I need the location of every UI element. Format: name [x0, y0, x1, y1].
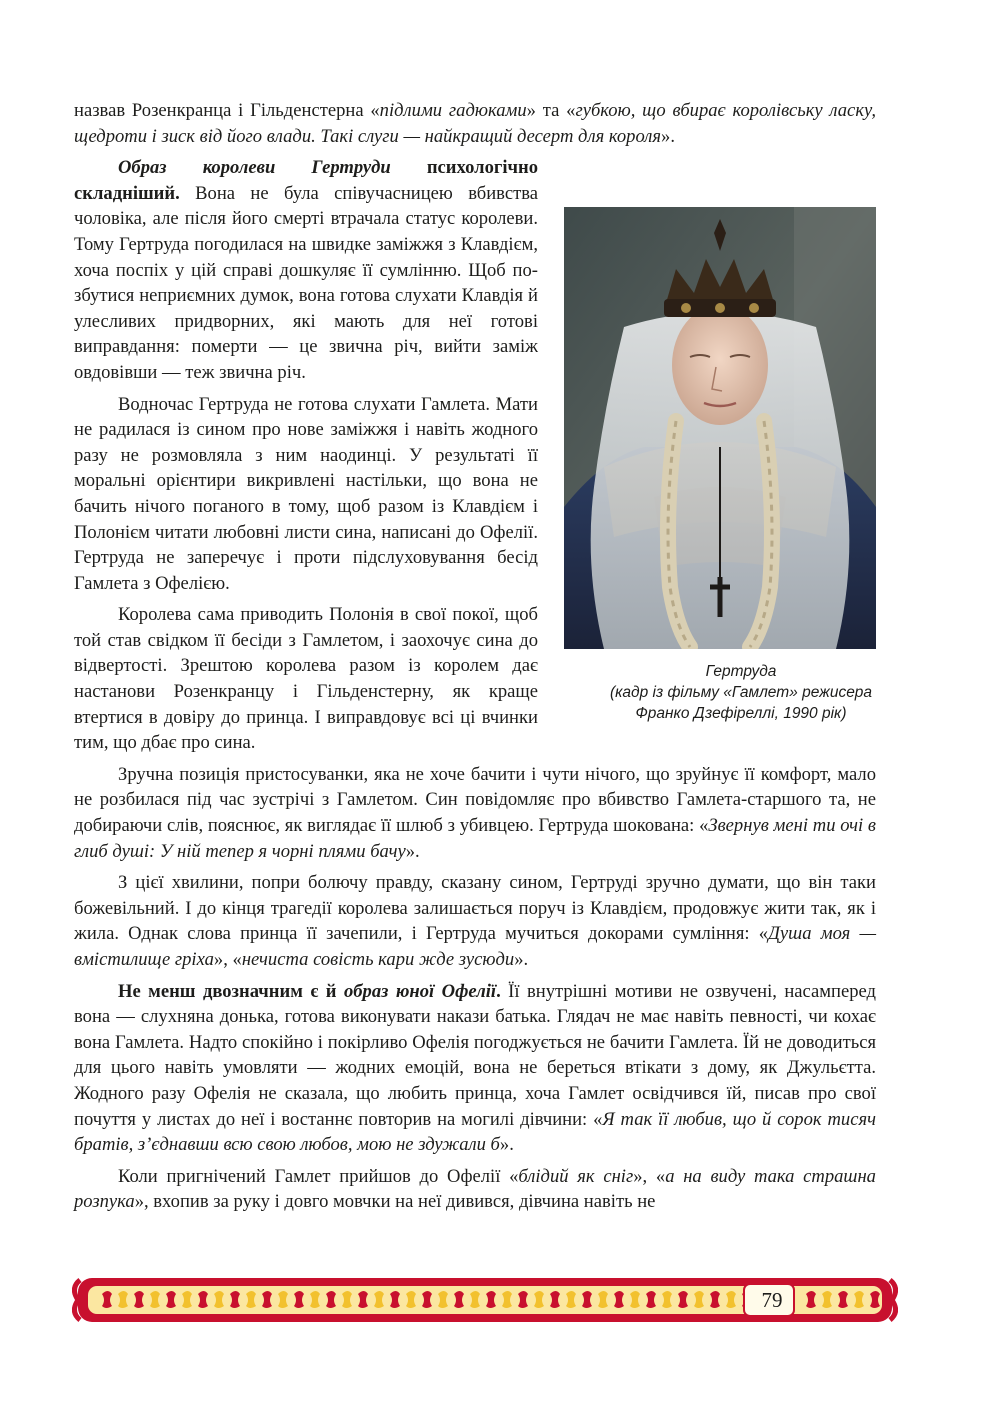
paragraph: Гертруда (кадр із фільму «Гамлет» режисера Франко Дзефіреллі, 1990 рік) Образ королеви Гертруди психологічно складніший. Вона не була співучасницею вбивства чоловіка, але після його смерті втрачала статус королеви. Тому Гертруда погодилася на швидке заміжжя з Клавдієм, хоча поспіх у цій справі дошкуляє її сумлінню. Щоб позбутися неприємних думок, вона готова слухати Клавдія й улесливих придворних, які мають для неї готові виправдання: померти — це звична річ, вийти заміж овдовівши — теж звична річ. [74, 155, 876, 385]
paragraph: З цієї хвилини, попри болючу правду, сказану сином, Гертруді зручно думати, що він таки божевільний. І до кінця трагедії королева залишається поруч із Клавдієм, продовжує жити так, як і жила. Однак слова принца її зачепили, і Гертруда мучиться докорами сумління: «Душа моя — вмістилище гріха», «нечиста совість кари жде зусюди». [74, 872, 876, 970]
figure-caption [562, 661, 876, 724]
paragraph: Зручна позиція пристосуванки, яка не хоче бачити і чути нічого, що зруйнує її комфорт, мало не розбилася під час зустрічі з Гамлетом. Син повідомляє про вбивство Гамлета-старшого та, не добираючи слів, пояснює, як виглядає її шлюб з убивцею. Гертруда шокована: «Звернув мені ти очі в глиб душі: У ній тепер я чорні плями бачу». [74, 763, 876, 862]
paragraph: назвав Розенкранца і Гільденстерна «підлими гадюками» та «губкою, що вбирає королівську ласку, щедроти і зиск від його влади. Такі слуги — найкращий десерт для короля». [74, 100, 876, 147]
page-number: 79 [761, 1288, 783, 1312]
paragraph: Водночас Гертруда не готова слухати Гамлета. Мати не радилася із сином про нове заміжжя і навіть жодного разу не розмовляла з ним наодинці. У результаті її моральні орієнтири викривлені настільки, що вона не бачить нічого поганого в тому, щоб разом із Клавдієм і Полонієм читати любовні листи сина, написані до Офелії. Гертруда не заперечує і проти підслуховування бесід Гамлета з Офелією. [74, 393, 538, 594]
gertrude-photo [564, 207, 876, 649]
paragraph: Не менш двозначним є й образ юної Офелії. Її внутрішні мотиви не озвучені, насамперед вона — слухняна донька, готова виконувати накази батька. Глядач не має навіть певності, чи кохає вона Гамлета. Надто спокійно і покірливо Офелія погоджується не бачити Гамлета. Їй не доводиться для цього навіть умовляти — жодних емоцій, вона не береться втікати з дому, як Джульєтта. Жодного разу Офелія не сказала, що любить принца, хоча Гамлет освідчився їй, писав про свої почуття у листах до неї і востаннє повторив на могилі дівчини: «Я так її любив, що й сорок тисяч братів, з’єднавши всю свою любов, мою не здужали б». [74, 980, 877, 1156]
figure [558, 207, 876, 755]
body-text [74, 98, 876, 1221]
caption-line: Гертруда [705, 663, 777, 681]
caption-line: Франко Дзефіреллі, 1990 рік) [635, 705, 847, 723]
paragraph: Коли пригнічений Гамлет прийшов до Офелії «блідий як сніг», «а на виду така страшна розпука», вхопив за руку і довго мовчки на неї дивився, дівчина навіть не [74, 1165, 876, 1213]
caption-line: (кадр із фільму «Гамлет» режисера [609, 684, 873, 702]
paragraph: Королева сама приводить Полонія в свої покої, щоб той став свідком її бесіди з Гамлетом, і заохочує сина до відвертості. Зрештою королева разом із королем дає настанови Розенкранцу і Гільденстерну, як краще втертися в довіру до принца. І виправдовує всі ці вчинки тим, що дбає про сина. [74, 604, 538, 754]
